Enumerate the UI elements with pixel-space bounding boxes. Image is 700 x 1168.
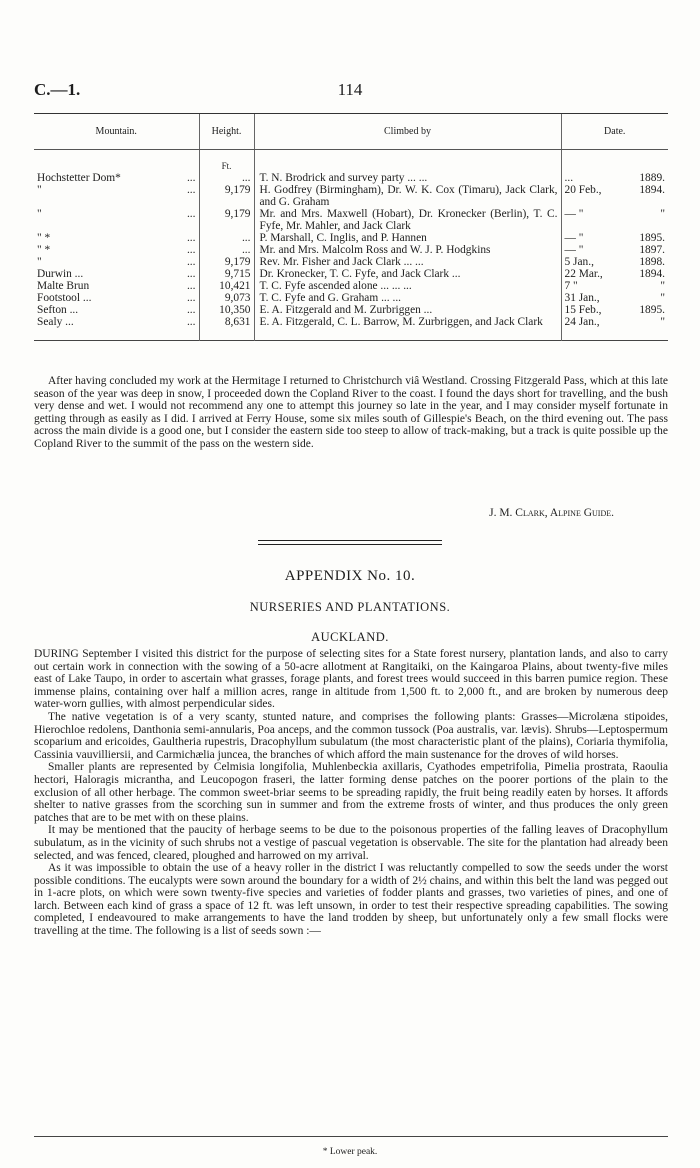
mountain-cell (34, 280, 199, 292)
date-cell (561, 208, 668, 232)
region-heading: AUCKLAND. (311, 630, 389, 644)
date-day: 20 Feb., (564, 184, 602, 196)
date-cell (561, 280, 668, 292)
climbed-by-cell: T. N. Brodrick and survey party ... ... (254, 172, 561, 184)
mountain-cell (34, 184, 199, 208)
mountain-cell (34, 292, 199, 304)
mountain-name: " (37, 208, 42, 220)
height-unit: Ft. (199, 150, 254, 173)
mountain-cell (34, 268, 199, 280)
appendix-body (34, 648, 668, 938)
date-day: 22 Mar., (564, 268, 603, 280)
height-cell: 8,631 (199, 316, 254, 341)
table-row (34, 280, 668, 292)
column-header-height: Height. (199, 114, 254, 150)
climbed-by-cell: Mr. and Mrs. Maxwell (Hobart), Dr. Kronecker (Berlin), T. C. Fyfe, Mr. Mahler, and Jack Clark (254, 208, 561, 232)
date-day: 15 Feb., (564, 304, 602, 316)
mountain-name: Sefton ... (37, 304, 79, 316)
appendix-title: APPENDIX No. 10. (284, 568, 416, 584)
table-row (34, 208, 668, 232)
body-paragraph: As it was impossible to obtain the use of a heavy roller in the district I was reluctantly compelled to sow the seeds under the worst possible conditions. The eucalypts were sown around the boundary for a width of 2½ chains, and within this belt the land was pegged out in 1-acre plots, on which were sown twenty-five species and varieties of fodder plants and grasses, two varieties of pines, and one of larch. Between each kind of grass a space of 12 ft. was left unsown, in order to test their respective spreading capabilities. The sowing completed, I endeavoured to make arrangements to have the land trodden by sheep, but unfortunately only a few small flocks were travelling at the time. The following is a list of seeds sown :— (34, 862, 668, 938)
leader-dots: ... (186, 268, 196, 280)
climbed-by-cell: T. C. Fyfe ascended alone ... ... ... (254, 280, 561, 292)
leader-dots: ... (186, 208, 196, 220)
mountain-cell (34, 244, 199, 256)
mountain-name: " (37, 256, 42, 268)
date-day: ... (564, 172, 574, 184)
mountain-name: Malte Brun (37, 280, 90, 292)
table-row (34, 244, 668, 256)
date-day: 7 " (564, 280, 578, 292)
closing-paragraph: After having concluded my work at the Hermitage I returned to Christchurch viâ Westland. Crossing Fitzgerald Pass, which at this late season of the year was deep in snow, I proceeded down the Copland River to the coast. I found the days short for travelling, and the bush very dense and wet. I would not recommend any one to attempt this journey so late in the year, and I may consider myself fortunate in getting through as easily as I did. I arrived at Ferry House, some six miles south of Gillespie's Beach, on the third evening out. The pass across the main divide is a good one, but I consider the eastern side too steep to allow of track-making, but a track is quite possible up the Copland River to the summit of the pass on the western side. (34, 375, 668, 450)
leader-dots: ... (186, 256, 196, 268)
climbed-by-cell: P. Marshall, C. Inglis, and P. Hannen (254, 232, 561, 244)
date-year: 1898. (639, 256, 665, 268)
date-cell (561, 232, 668, 244)
height-cell: 9,179 (199, 208, 254, 232)
page-number: 114 (337, 80, 363, 99)
mountain-cell (34, 304, 199, 316)
body-paragraph: DURING September I visited this district for the purpose of selecting sites for a State forest nursery, plantation lands, and also to carry out certain work in connection with the sowing of a 50-acre allotment at Rangitaiki, on the Kaingaroa Plains, about twenty-five miles east of Lake Taupo, in order to ascertain what grasses, forage plants, and forest trees would succeed in this barren pumice region. These immense plains, containing over half a million acres, range in altitude from 1,500 ft. to 2,000 ft., and are broken by numerous deep water-worn gullies, with almost perpendicular sides. (34, 648, 668, 711)
height-cell: 10,421 (199, 280, 254, 292)
height-cell: ... (199, 232, 254, 244)
height-cell: 10,350 (199, 304, 254, 316)
leader-dots: ... (186, 232, 196, 244)
height-cell: ... (199, 244, 254, 256)
date-cell (561, 244, 668, 256)
table-row (34, 232, 668, 244)
mountain-name: " * (37, 232, 51, 244)
climbed-by-cell: T. C. Fyfe and G. Graham ... ... (254, 292, 561, 304)
document-code: C.—1. (34, 80, 81, 99)
column-header-climbed-by: Climbed by (254, 114, 561, 150)
date-year: " (660, 292, 665, 304)
mountain-cell (34, 256, 199, 268)
date-year: " (660, 316, 665, 328)
date-day: 5 Jan., (564, 256, 594, 268)
mountain-name: Sealy ... (37, 316, 74, 328)
table-row (34, 316, 668, 341)
signature: J. M. Clark, Alpine Guide. (489, 507, 614, 519)
date-cell (561, 184, 668, 208)
date-day: 31 Jan., (564, 292, 600, 304)
footnote: * Lower peak. (322, 1147, 378, 1157)
date-year: 1889. (639, 172, 665, 184)
leader-dots: ... (186, 280, 196, 292)
date-day: — " (564, 232, 584, 244)
date-cell (561, 256, 668, 268)
date-year: 1894. (639, 268, 665, 280)
date-year: 1894. (639, 184, 665, 196)
mountain-cell (34, 232, 199, 244)
leader-dots: ... (186, 316, 196, 328)
height-cell: 9,715 (199, 268, 254, 280)
leader-dots: ... (186, 292, 196, 304)
date-day: — " (564, 244, 584, 256)
table-row (34, 268, 668, 280)
body-paragraph: The native vegetation is of a very scanty, stunted nature, and comprises the following plants: Grasses—Microlæna stipoides, Hierochloe redolens, Danthonia semi-annularis, Poa anceps, and the common tussock (Poa australis, var. lævis). Shrubs—Leptospermum scoparium and ericoides, Gaultheria rupestris, Dracophyllum subulatum (the most characteristic plant of the plains), Coriaria thymifolia, Cassinia vauvilliersii, and Carmichælia juncea, the branches of which afford the main sustenance for the droves of wild horses. (34, 710, 668, 761)
climbed-by-cell: Rev. Mr. Fisher and Jack Clark ... ... (254, 256, 561, 268)
ascents-table (34, 113, 668, 341)
table-row (34, 172, 668, 184)
appendix-subtitle: NURSERIES AND PLANTATIONS. (249, 600, 451, 614)
date-cell (561, 304, 668, 316)
mountain-cell (34, 172, 199, 184)
leader-dots: ... (186, 244, 196, 256)
date-cell (561, 268, 668, 280)
table-row (34, 184, 668, 208)
climbed-by-cell: Mr. and Mrs. Malcolm Ross and W. J. P. Hodgkins (254, 244, 561, 256)
mountain-name: Hochstetter Dom* (37, 172, 121, 184)
mountain-name: Footstool ... (37, 292, 92, 304)
mountain-name: " (37, 184, 42, 196)
leader-dots: ... (186, 304, 196, 316)
table-row (34, 292, 668, 304)
mountain-name: " * (37, 244, 51, 256)
mountain-cell (34, 316, 199, 341)
mountain-cell (34, 208, 199, 232)
table-header-row (34, 114, 668, 150)
height-cell: 9,073 (199, 292, 254, 304)
height-cell: 9,179 (199, 184, 254, 208)
climbed-by-cell: E. A. Fitzgerald, C. L. Barrow, M. Zurbriggen, and Jack Clark (254, 316, 561, 341)
date-cell (561, 292, 668, 304)
body-paragraph: Smaller plants are represented by Celmisia longifolia, Muhlenbeckia axillaris, Cyathodes empetrifolia, Pimelia prostrata, Raoulia hectori, Haloragis micrantha, and Leucopogon fraseri, the latter forming dense patches on the poorer portions of the plain to the exclusion of all other herbage. The common sweet-briar seems to be spreading rapidly, the fruit being readily eaten by horses. It affords shelter to native grasses from the scorching sun in summer and from the extreme frosts of winter, and thus produces the only green patches that are to be met with on these plains. (34, 761, 668, 824)
date-day: 24 Jan., (564, 316, 600, 328)
height-cell: ... (199, 172, 254, 184)
date-year: 1897. (639, 244, 665, 256)
column-header-date: Date. (561, 114, 668, 150)
height-cell: 9,179 (199, 256, 254, 268)
section-divider (258, 540, 442, 545)
column-header-mountain: Mountain. (34, 114, 199, 150)
table-row (34, 304, 668, 316)
climbed-by-cell: E. A. Fitzgerald and M. Zurbriggen ... (254, 304, 561, 316)
body-paragraph: It may be mentioned that the paucity of herbage seems to be due to the poisonous properties of the falling leaves of Dracophyllum subulatum, as in the vicinity of such shrubs not a vestige of pascual vegetation is observable. The site for the plantation had already been selected, and was fenced, cleared, ploughed and harrowed on my arrival. (34, 824, 668, 862)
date-year: " (660, 280, 665, 292)
date-cell (561, 172, 668, 184)
date-cell (561, 316, 668, 341)
date-year: " (660, 208, 665, 220)
footnote-rule (34, 1136, 668, 1137)
table-body (34, 150, 668, 341)
climbed-by-cell: H. Godfrey (Birmingham), Dr. W. K. Cox (Timaru), Jack Clark, and G. Graham (254, 184, 561, 208)
climbed-by-cell: Dr. Kronecker, T. C. Fyfe, and Jack Clark ... (254, 268, 561, 280)
date-day: — " (564, 208, 584, 220)
date-year: 1895. (639, 304, 665, 316)
leader-dots: ... (186, 172, 196, 184)
date-year: 1895. (639, 232, 665, 244)
unit-row (34, 150, 668, 173)
table-row (34, 256, 668, 268)
leader-dots: ... (186, 184, 196, 196)
mountain-name: Durwin ... (37, 268, 84, 280)
